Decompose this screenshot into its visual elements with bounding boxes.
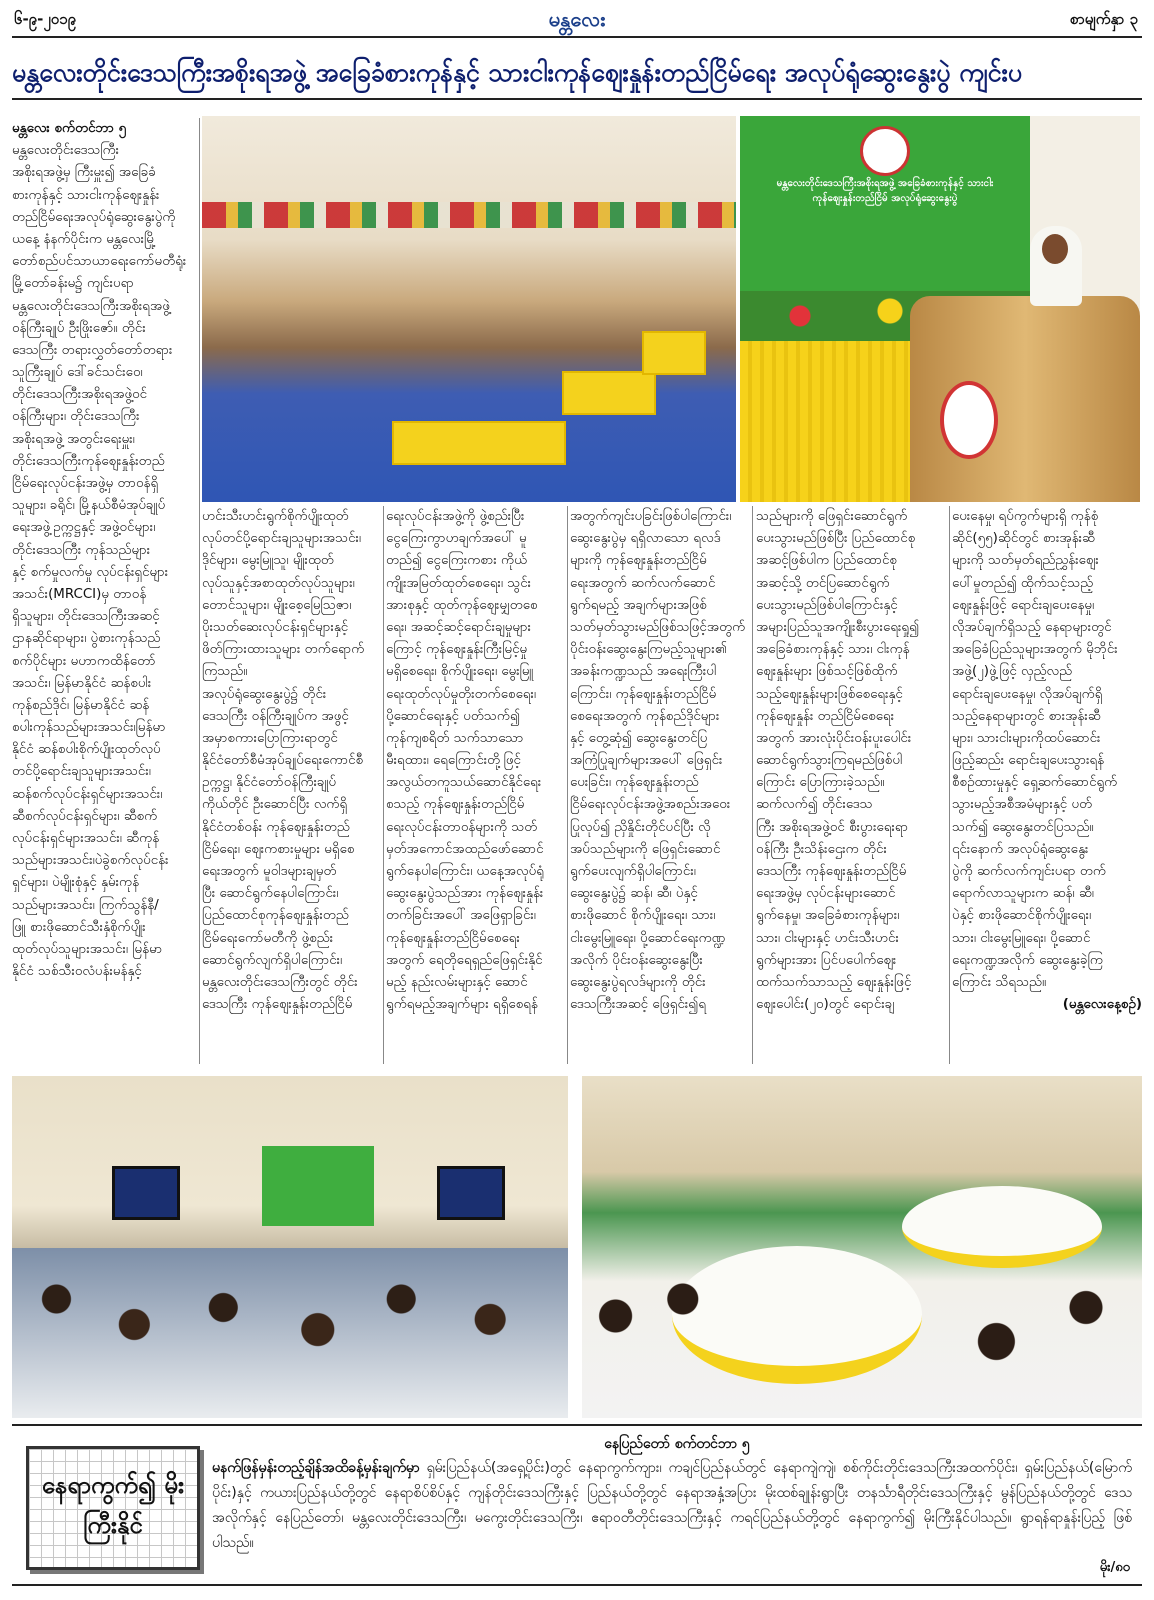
article-line: ဆွေးနွေးပွဲ၌ ဆန်၊ ဆီ၊ ပဲနှင့်: [570, 886, 698, 902]
article-line: ဆိုင်(၅၅)ဆိုင်တွင် စားအုန်းဆီ: [952, 531, 1095, 547]
article-line: ကုန်ဈေးနှုန်း တည်ငြိမ်စေရေး: [756, 708, 895, 724]
article-line: ဝန်ကြီးများ၊ တိုင်းဒေသကြီး: [12, 409, 140, 425]
article-line: သား၊ ငါးများနှင့် ဟင်းသီးဟင်း: [756, 930, 899, 946]
article-line: ငြိမ်ရေး၊ ဈေးကစားမှုများ မရှိစေ: [202, 841, 355, 857]
column-rule: [567, 506, 568, 1064]
article-line: ရောက်လာသူများက ဆန်၊ ဆီ၊: [952, 886, 1094, 902]
article-line: အမှာစကားပြောကြားရာတွင်: [202, 730, 338, 746]
photo-audience: [12, 1076, 568, 1418]
photo-group-discussion: [582, 1076, 1142, 1418]
article-line: တောင်သူများ၊ မျိုးစေ့မြေသြဇာ၊: [202, 597, 352, 613]
article-line: ရွက်များအား ပြင်ပပေါက်ဈေး: [756, 952, 897, 968]
article-line: သူကြီးချုပ် ဒေါ်ခင်သင်းဝေ၊: [12, 365, 143, 381]
article-line: အသင်း(MRCCI)မှ တာဝန်: [12, 586, 147, 602]
column-lines: [570, 506, 748, 1016]
article-line: ဆန်စက်လုပ်ငန်းရှင်များအသင်း၊: [12, 786, 163, 802]
article-line: ပဲနှင့် စားဖိုဆောင်စိုက်ပျိုးရေး၊: [952, 908, 1092, 924]
article-line: ဒေသကြီး တရားလွှတ်တော်တရား: [12, 342, 173, 358]
article-line: ရေးအဖွဲ့ဥက္ကဋ္ဌနှင့် အဖွဲ့ဝင်များ၊: [12, 520, 156, 536]
article-line: သတ်မှတ်သွားမည်ဖြစ်သဖြင့်အတွက်: [570, 619, 746, 635]
article-line: ရေးအဖွဲ့မှ လုပ်ငန်းများဆောင်: [756, 886, 896, 902]
participants: [582, 1248, 1142, 1418]
article-line: တော်စည်ပင်သာယာရေးကော်မတီရုံး: [12, 254, 187, 270]
article-line: အပ်သည်များကို ဖြေရှင်းဆောင်: [570, 841, 721, 857]
article-line: လိုအပ်ချက်ရှိသည့် နေရာများတွင်: [952, 619, 1112, 635]
article-line: ကြောင်း သိရသည်။: [952, 974, 1047, 990]
article-line: စပါးကုန်သည်များအသင်း၊မြန်မာ: [12, 720, 166, 736]
speaker-head: [1042, 234, 1068, 264]
article-line: အခြေခံစားကုန်နှင့် သား၊ ငါးကုန်: [756, 642, 910, 658]
article-line: နိုင်ငံ သစ်သီးဝလံပန်းမန်နှင့်: [12, 964, 142, 980]
article-line: ယနေ့ နံနက်ပိုင်းက မန္တလေးမြို့: [12, 231, 157, 247]
article-line: ဆွေးနွေးပွဲသည်အား ကုန်ဈေးနှုန်း: [386, 886, 544, 902]
article-line: ဖြူ စားဖိုဆောင်သီးနှံစိုက်ပျိုး: [12, 919, 146, 935]
article-line: ဒေသကြီး ကုန်ဈေးနှုန်းတည်ငြိမ်: [202, 997, 353, 1013]
weather-text: [212, 1456, 1132, 1556]
article-line: ရေးထုတ်လုပ်မှုတိုးတက်စေရေး၊: [386, 686, 537, 702]
article-line: ၎င်းနောက် အလုပ်ရုံဆွေးနွေး: [952, 841, 1089, 857]
article-line: မှတ်အကောင်အထည်ဖော်ဆောင်: [386, 841, 544, 857]
article-column-5: [756, 506, 946, 1064]
weather-title: နေရာကွက်၍ မိုးကြီးနိုင်: [41, 1471, 185, 1539]
article-line: ဒိုင်များ၊ မွေးမြူသူ၊ မျိုးထုတ်: [202, 553, 334, 569]
article-line: နိုင်ငံ ဆန်စပါးစိုက်ပျိုးထုတ်လုပ်: [12, 742, 161, 758]
article-line: ဆွေးနွေးပွဲရလဒ်များကို တိုင်း: [570, 974, 706, 990]
article-line: ငြိမ်ရေးကော်မတီကို ဖွဲ့စည်း: [202, 930, 334, 946]
article-line: သည်များအသင်း၊ ကြက်သွန်နီ/: [12, 897, 159, 913]
column-lines: [12, 140, 198, 983]
article-dateline: မန္တလေး စက်တင်ဘာ ၅: [12, 121, 127, 136]
article-line: ပြည်ထောင်စုကုန်ဈေးနှုန်းတည်: [202, 908, 349, 924]
article-line: အခန်းကဏ္ဍသည် အရေးကြီးပါ: [570, 664, 717, 680]
article-line: တိုင်းဒေသကြီးအစိုးရအဖွဲ့ဝင်: [12, 387, 148, 403]
weather-forecast-box: [12, 1424, 1142, 1586]
article-line: များကို ကုန်ဈေးနှုန်းတည်ငြိမ်: [570, 553, 707, 569]
article-line: ပေါ်မှုတည်၍ ထိုက်သင့်သည့်: [952, 575, 1094, 591]
article-line: ပွဲကို ဆက်လက်ကျင်းပရာ တက်: [952, 864, 1106, 879]
article-line: များကို သတ်မှတ်ရည်ညွှန်းဈေး: [952, 553, 1099, 569]
article-line: ဖိတ်ကြားထားသူများ တက်ရောက်: [202, 642, 365, 658]
article-line: တင်ပို့ရောင်းချသူများအသင်း၊: [12, 764, 151, 780]
article-line: ဖြည့်ဆည်း ရောင်းချပေးသွားရန်: [952, 753, 1105, 769]
article-line: ဆွေးနွေးပွဲမှ ရရှိလာသော ရလဒ်: [570, 531, 721, 547]
article-line: ရေးအတွက် ဆက်လက်ဆောင်: [570, 575, 716, 591]
government-logo-icon: [860, 126, 910, 176]
article-column-6: [952, 506, 1142, 1064]
article-line: အလွယ်တကူသယ်ဆောင်နိုင်ရေး: [386, 775, 542, 791]
page-number: စာမျက်နှာ ၃: [1070, 10, 1138, 28]
article-line: ပြုလုပ်၍ ညှိနှိုင်းတိုင်ပင်ပြီး လို: [570, 819, 711, 835]
article-line: အစိုးရအဖွဲ့ အတွင်းရေးမှူး၊: [12, 431, 135, 447]
article-line: ဝန်ကြီးချုပ် ဦးဖြိုးဇော်။ တိုင်း: [12, 320, 146, 336]
article-line: နိုင်ငံတော်စီမံအုပ်ချုပ်ရေးကောင်စီ: [202, 753, 364, 769]
article-line: ဈေးနှုန်းများ ဖြစ်သင့်ဖြစ်ထိုက်: [756, 664, 898, 680]
article-line: ကြောင်း၊ ကုန်ဈေးနှုန်းတည်ငြိမ်: [570, 686, 717, 702]
article-line: ဒေသကြီးအဆင့် ဖြေရှင်း၍ရ: [570, 997, 707, 1013]
article-line: အခြေခံပြည်သူများအတွက် မိုဘိုင်း: [952, 642, 1118, 658]
article-line: စားဖိုဆောင် စိုက်ပျိုးရေး၊ သား၊: [570, 908, 716, 924]
yellow-table: [562, 371, 656, 415]
article-line: အားစုနှင့် ထုတ်ကုန်ဈေးမျှတစေ: [386, 597, 538, 613]
article-line: ရေးအတွက် မူဝါဒများချမှတ်: [202, 864, 337, 879]
article-line: အသင်း၊ မြန်မာနိုင်ငံ ဆန်စပါး: [12, 675, 152, 691]
article-line: သည့်နေရာများတွင် စားအုန်းဆီ: [952, 708, 1101, 724]
article-line: ပေးခြင်း၊ ကုန်ဈေးနှုန်းတည်: [570, 775, 699, 791]
article-line: မန္တလေးတိုင်းဒေသကြီးအစိုးရအဖွဲ့: [12, 298, 170, 314]
article-line: ငွေကြေးကွာဟချက်အပေါ် မူ: [386, 531, 527, 547]
article-line: စားကုန်နှင့် သားငါးကုန်ဈေးနှုန်း: [12, 187, 160, 203]
article-line: ကြသည်။: [202, 664, 248, 680]
article-line: ဈေးနှုန်းဖြင့် ရောင်းချပေးနေမှု၊: [952, 597, 1095, 613]
article-line: အများပြည်သူအကျိုးစီးပွားရေးရှု၍: [756, 619, 920, 635]
weather-body: ရှမ်းပြည်နယ်(အရှေ့ပိုင်း)တွင် နေရာကွက်ကျား၊ ကချင်ပြည်နယ်တွင် နေရာကျဲကျဲ၊ စစ်ကိုင်းတိုင်းဒေသကြီးအထက်ပိုင်း၊ ရှမ်းပြည်နယ်(မြောက်ပိုင်း)နှင့် ကယားပြည်နယ်တို့တွင် နေရာစိပ်စိပ်နှင့် ကျန်တိုင်းဒေသကြီးနှင့် ပြည်နယ်တို့တွင် နေရာအနှံ့အပြား မိုးထစ်ချုန်းရွာပြီး တနင်္သာရီတိုင်းဒေသကြီးနှင့် မွန်ပြည်နယ်တို့တွင် ဒေသအလိုက်နှင့် နေပြည်တော်၊ မန္တလေးတိုင်းဒေသကြီး၊ မကွေးတိုင်းဒေသကြီး၊ ဧရာဝတီတိုင်းဒေသကြီးနှင့် ကရင်ပြည်နယ်တို့တွင် နေရာကွက်၍ မိုးကြီးနိုင်ပါသည်။ ရွာရန်ရာနှုန်းပြည့် ဖြစ်ပါသည်။: [212, 1460, 1132, 1551]
article-line: နှင့် တွေ့ဆုံ၍ ဆွေးနွေးတင်ပြ: [570, 730, 708, 746]
article-line: အစိုးရအဖွဲ့မှ ကြီးမှူး၍ အခြေခံ: [12, 165, 156, 181]
article-column-3: [386, 506, 564, 1064]
article-line: ကိုယ်တိုင် ဦးဆောင်ပြီး လက်ရှိ: [202, 797, 348, 813]
photo-speaker-podium: [740, 116, 1140, 502]
article-line: ပေးသွားမည်ဖြစ်ပါကြောင်းနှင့်: [756, 597, 898, 613]
column-rule: [949, 506, 950, 1064]
article-line: မရှိစေရေး၊ စိုက်ပျိုးရေး၊ မွေးမြူ: [386, 664, 534, 680]
article-line: အဆင့်ဖြစ်ပါက ပြည်ထောင်စု: [756, 553, 897, 569]
article-line: ဟင်းသီးဟင်းရွက်စိုက်ပျိုးထုတ်: [202, 509, 349, 524]
column-rule: [383, 506, 384, 1064]
column-rule: [199, 118, 200, 1064]
article-line: ရွက်နေပါကြောင်း၊ ယနေ့အလုပ်ရုံ: [386, 864, 544, 879]
article-line: ကြောင်း ပြောကြားခဲ့သည်။: [756, 775, 885, 791]
article-line: ဥက္ကဋ္ဌ၊ နိုင်ငံတော်ဝန်ကြီးချုပ်: [202, 775, 337, 791]
article-line: လုပ်သူနှင့်အစာထုတ်လုပ်သူများ၊: [202, 575, 355, 591]
article-line: မန္တလေးတိုင်းဒေသကြီး: [12, 143, 120, 159]
article-line: သည်များအသင်း၊ပဲခွဲစက်လုပ်ငန်း: [12, 853, 169, 869]
article-line: များ၊ သားငါးများကိုထပ်ဆောင်း: [952, 730, 1101, 746]
article-line: စီစဉ်ထားမှုနှင့် ရှေ့ဆက်ဆောင်ရွက်: [952, 775, 1118, 791]
article-line: အတွက်ကျင်းပခြင်းဖြစ်ပါကြောင်း၊: [570, 509, 732, 524]
article-line: ဈေးပေါင်း(၂၀)တွင် ရောင်းချ: [756, 997, 895, 1013]
article-line: ဆောင်ရွက်သွားကြရမည်ဖြစ်ပါ: [756, 753, 903, 769]
article-line: ဆောင်ရွက်လျက်ရှိပါကြောင်း၊: [202, 952, 343, 968]
article-column-1: [12, 118, 198, 1064]
weather-title-box: [26, 1446, 200, 1570]
display-screen: [112, 1166, 180, 1220]
article-line: ရေးလုပ်ငန်းတာဝန်များကို သတ်: [386, 819, 538, 835]
table-skirt: [740, 341, 920, 502]
article-line: လုပ်တင်ပို့ရောင်းချသူများအသင်း၊: [202, 531, 362, 547]
article-line: ပိုင်းဝန်းဆွေးနွေးကြမည့်သူများ၏: [570, 642, 727, 658]
article-line: ပြီး ဆောင်ရွက်နေပါကြောင်း၊: [202, 886, 339, 902]
article-line: တိုင်းဒေသကြီး ကုန်သည်များ: [12, 542, 151, 558]
article-line: ကုန်ဈေးနှုန်းတည်ငြိမ်စေရေး: [386, 930, 520, 946]
article-line: အလုပ်ရုံဆွေးနွေးပွဲ၌ တိုင်း: [202, 686, 327, 702]
article-headline: မန္တလေးတိုင်းဒေသကြီးအစိုးရအဖွဲ့ အခြေခံစားကုန်နှင့် သားငါးကုန်ဈေးနှုန်းတည်ငြိမ်ရေး အလုပ်ရုံဆွေးနွေးပွဲ ကျင်းပ: [12, 48, 1142, 100]
article-line: ရေးလုပ်ငန်းအဖွဲ့ကို ဖွဲ့စည်းပြီး: [386, 509, 525, 524]
article-line: ဆီစက်လုပ်ငန်းရှင်များ၊ ဆီစက်: [12, 808, 158, 824]
article-line: ပိုးသတ်ဆေးလုပ်ငန်းရှင်များနှင့်: [202, 619, 349, 635]
article-line: ရေး၊ အဆင့်ဆင့်ရောင်းချမှုများ: [386, 619, 532, 635]
article-line: ထုတ်လုပ်သူများအသင်း၊ မြန်မာ: [12, 941, 163, 957]
article-line: အဆင့်သို့ တင်ပြဆောင်ရွက်: [756, 575, 890, 591]
article-line: ပို့ဆောင်ရေးနှင့် ပတ်သက်၍: [386, 708, 520, 724]
article-line: ရွက်နေမှု၊ အခြေခံစားကုန်များ၊: [756, 908, 900, 924]
article-credit: (မန္တလေးနေ့စဉ်): [1062, 997, 1142, 1013]
article-line: ရောင်းချပေးနေမှု၊ လိုအပ်ချက်ရှိ: [952, 686, 1103, 702]
article-line: စက်ပိုင်များ မဟာကထိန်တော်: [12, 653, 156, 669]
audience-crowd: [12, 1248, 568, 1418]
article-line: သူများ၊ ခရိုင်၊ မြို့နယ်စီမံအုပ်ချုပ်: [12, 498, 166, 514]
article-line: ရွက်ရမည့်အချက်များ ရရှိစေရန်: [386, 997, 538, 1013]
article-line: အလိုက် ပိုင်းဝန်းဆွေးနွေးပြီး: [570, 952, 703, 968]
article-line: ပေးသွားမည်ဖြစ်ပြီး ပြည်ထောင်စု: [756, 531, 916, 547]
display-screen: [437, 1166, 505, 1220]
stage-screen: [262, 1146, 374, 1226]
masthead-logo: မန္တလေး: [548, 7, 606, 31]
article-line: မြို့တော်ခန်းမ၌ ကျင်းပရာ: [12, 276, 134, 292]
article-line: လုပ်ငန်းရှင်များအသင်း၊ ဆီကုန်: [12, 831, 160, 846]
article-line: နှင့် စက်မှုလက်မှု လုပ်ငန်းရှင်များ: [12, 564, 169, 580]
article-line: ရွက်ရမည့် အချက်များအဖြစ်: [570, 597, 707, 613]
article-line: ရေးကဏ္ဍအလိုက် ဆွေးနွေးခဲ့ကြ: [952, 952, 1103, 968]
column-rule: [752, 506, 753, 1064]
article-line: စေရေးအတွက် ကုန်စည်ဒိုင်များ: [570, 708, 720, 724]
article-line: ထက်သက်သာသည့် ဈေးနှုန်းဖြင့်: [756, 974, 912, 990]
article-line: ဒေသကြီး ဝန်ကြီးချုပ်က အဖွင့်: [202, 708, 349, 724]
yellow-table: [642, 331, 706, 375]
article-line: ဌာနဆိုင်ရာများ၊ ပွဲစားကုန်သည်: [12, 631, 161, 647]
article-line: သွားမည့်အစီအမံများနှင့် ပတ်: [952, 797, 1093, 813]
decorative-bunting: [202, 202, 736, 228]
photo-meeting-hall: [202, 116, 736, 502]
issue-date: ၆-၉-၂၀၁၉: [14, 10, 77, 28]
article-line: တည်၍ ငွေကြေးကစား ကိုယ်: [386, 553, 528, 569]
article-line: မည့် နည်းလမ်းများနှင့် ဆောင်: [386, 974, 528, 990]
column-lines: [952, 506, 1142, 994]
article-line: အဖွဲ့(၂)ဖွဲ့ဖြင့် လှည့်လည်: [952, 664, 1073, 680]
article-line: ဒေသကြီး ကုန်ဈေးနှုန်းတည်ငြိမ်: [756, 864, 907, 879]
column-lines: [386, 506, 564, 1016]
weather-lead: မနက်ဖြန်မှန်းတည့်ချိန်အထိခန့်မှန်းချက်မှာ: [212, 1460, 420, 1476]
article-line: ဝန်ကြီး ဦးသိန်းဌေးက တိုင်း: [756, 841, 887, 857]
article-line: ကြီး အစိုးရအဖွဲ့ဝင် စီးပွားရေးရာ: [756, 819, 909, 835]
yellow-table: [392, 421, 566, 465]
article-line: ရှင်များ၊ ပဲမျိုးစုံနှင့် နှမ်းကုန်: [12, 875, 140, 891]
article-line: ငြိမ်ရေးလုပ်ငန်းအဖွဲ့အစည်းအဝေး: [570, 797, 731, 813]
article-column-4: [570, 506, 748, 1064]
podium-seal-icon: [940, 381, 998, 459]
weather-dateline: နေပြည်တော် စက်တင်ဘာ ၅: [604, 1436, 750, 1452]
article-line: အကြံပြုချက်များအပေါ် ဖြေရှင်း: [570, 753, 723, 769]
article-line: ကုန်ကျစရိတ် သက်သာသော: [386, 730, 524, 746]
article-line: သည့်ဈေးနှုန်းများဖြစ်စေရေးနှင့်: [756, 686, 903, 702]
page-header: [12, 6, 1142, 38]
article-line: နိုင်ငံတစ်ဝန်း ကုန်ဈေးနှုန်းတည်: [202, 819, 350, 835]
article-line: ဆက်လက်၍ တိုင်းဒေသ: [756, 797, 873, 813]
article-line: သည်များကို ဖြေရှင်းဆောင်ရွက်: [756, 509, 908, 524]
article-line: စသည့် ကုန်ဈေးနှုန်းတည်ငြိမ်: [386, 797, 525, 813]
article-line: ငြိမ်ရေးလုပ်ငန်းအဖွဲ့မှ တာဝန်ရှိ: [12, 476, 159, 491]
article-line: တိုင်းဒေသကြီးကုန်ဈေးနှုန်းတည်: [12, 453, 165, 469]
article-line: ရွက်ပေးလျက်ရှိပါကြောင်း၊: [570, 864, 696, 879]
article-line: ကြောင့် ကုန်ဈေးနှုန်းကြီးမြင့်မှု: [386, 642, 528, 658]
column-lines: [202, 506, 380, 1016]
article-line: သား၊ ငါးမွေးမြူရေး၊ ပို့ဆောင်: [952, 930, 1091, 946]
article-line: ပေးနေမှု၊ ရပ်ကွက်များရှိ ကုန်စုံ: [952, 509, 1099, 524]
column-lines: [756, 506, 946, 1016]
article-line: မီးရထား၊ ရေကြောင်းတို့ဖြင့်: [386, 753, 521, 769]
stage-banner-text: မန္တလေးတိုင်းဒေသကြီးအစိုးရအဖွဲ့ အခြေခံစားကုန်နှင့် သားငါး ကုန်ဈေးနှုန်းတည်ငြိမ် အလုပ်ရုံဆွေးနွေးပွဲ: [776, 178, 994, 204]
article-line: အတွက် အားလုံးပိုင်းဝန်းပူးပေါင်း: [756, 730, 912, 746]
article-line: အတွက် ရေတိုရေရှည်ဖြေရှင်းနိုင်: [386, 952, 543, 968]
article-line: ရှိသူများ၊ တိုင်းဒေသကြီးအဆင့်: [12, 609, 160, 625]
article-line: တက်ခြင်းအပေါ် အဖြေရှာခြင်း၊: [386, 908, 536, 924]
article-line: ကျိုးအမြတ်ထုတ်စေရေး၊ သွင်း: [386, 575, 532, 591]
weather-signature: မိုး/၈၀: [1099, 1560, 1130, 1575]
article-line: တည်ငြိမ်ရေးအလုပ်ရုံဆွေးနွေးပွဲကို: [12, 209, 176, 225]
article-line: မန္တလေးတိုင်းဒေသကြီးတွင် တိုင်း: [202, 974, 358, 990]
article-column-2: [202, 506, 380, 1064]
article-line: ငါးမွေးမြူရေး၊ ပို့ဆောင်ရေးကဏ္ဍ: [570, 930, 726, 946]
article-line: သက်၍ ဆွေးနွေးတင်ပြသည်။: [952, 819, 1094, 835]
article-line: ကုန်စည်ဒိုင်၊ မြန်မာနိုင်ငံ ဆန်: [12, 697, 150, 713]
